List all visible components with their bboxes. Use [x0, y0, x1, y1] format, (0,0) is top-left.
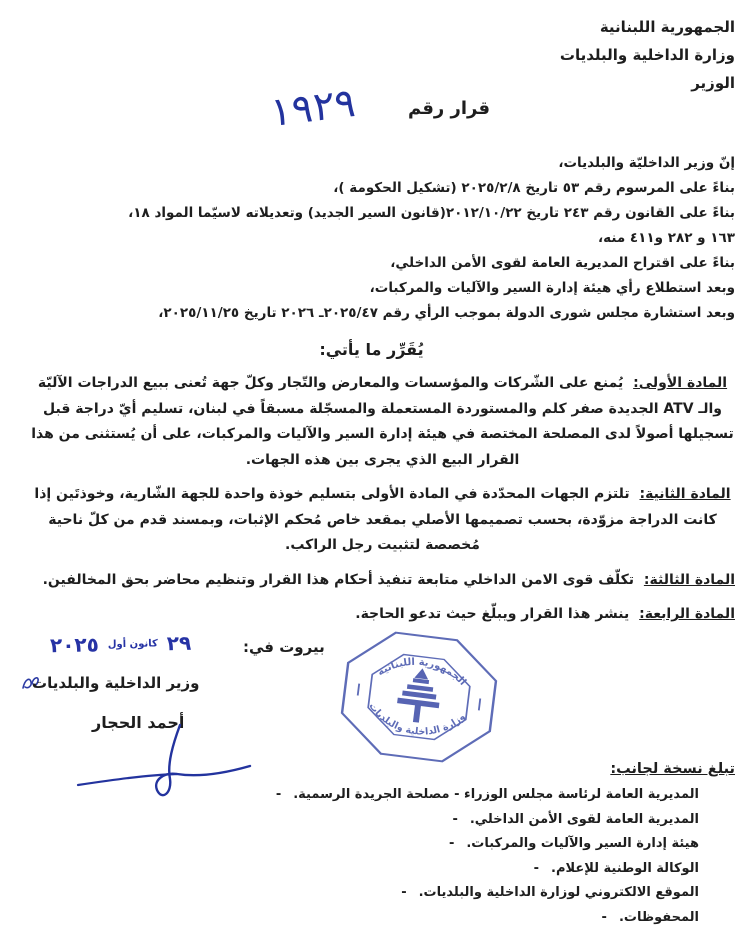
list-item — [30, 808, 699, 833]
list-item — [30, 783, 699, 808]
seal-top-text: الجمهورية اللبنانية — [375, 656, 468, 688]
place-date-label: بيروت في: — [243, 638, 325, 656]
article-4-text: ينشر هذا القرار ويبلّغ حيث تدعو الحاجة. — [355, 606, 630, 622]
preamble — [30, 151, 735, 326]
list-item-text: هيئة إدارة السير والآليات والمركبات. — [466, 836, 699, 851]
article-2-text: تلتزم الجهات المحدّدة في المادة الأولى بتسليم خوذة واحدة للجهة الشّارية، وخوذتَين إذا كانت الدراجة مزوّدة، بحسب تصميمها الأصلي بمقعد خاص مُحكم الإثبات، وبمسند قدم من كلّ ناحية مُخصصة لتثبيت رجل الراكب. — [34, 486, 717, 553]
list-item — [30, 881, 699, 906]
list-item-text: المديرية العامة لرئاسة مجلس الوزراء - مصلحة الجريدة الرسمية. — [293, 787, 699, 802]
preamble-line: ١٦٣ و ٢٨٢ و٤١١ منه، — [598, 230, 735, 246]
decision-intro: يُقَرِّر ما يأتي: — [319, 340, 424, 359]
dash-bullet: - — [452, 811, 458, 827]
date-stamp-day: ٢٩ — [166, 630, 192, 656]
decree-number-handwritten: ١٩٢٩ — [269, 79, 357, 137]
article-3-text: تكلّف قوى الامن الداخلي متابعة تنفيذ أحكام هذا القرار وتنظيم محاضر بحق المخالفين. — [42, 571, 635, 588]
letterhead-ministry: وزارة الداخلية والبلديات — [559, 46, 735, 64]
list-item — [30, 832, 699, 857]
distribution-list — [30, 783, 699, 930]
distribution-title: تبلغ نسخة لجانب: — [610, 761, 735, 777]
minister-name: أحمد الحجار — [92, 713, 185, 732]
preamble-line: بناءً على المرسوم رقم ٥٣ تاريخ ٢٠٢٥/٢/٨ (تشكيل الحكومة )، — [333, 180, 735, 196]
letterhead — [560, 13, 735, 97]
preamble-line: بناءً على القانون رقم ٢٤٣ تاريخ ٢٠١٢/١٠/٢٢(قانون السير الجديد) وتعديلاته لاسيّما المواد ١٨، — [128, 205, 735, 221]
list-item-text: الوكالة الوطنية للإعلام. — [551, 860, 699, 876]
article-3-title: المادة الثالثة: — [643, 571, 735, 588]
decree-number-row — [269, 79, 490, 137]
article-3 — [30, 568, 735, 594]
minister-title: وزير الداخلية والبلديات — [32, 674, 200, 692]
date-stamp — [50, 631, 192, 657]
dash-bullet: - — [601, 909, 607, 925]
article-2-title: المادة الثانية: — [639, 486, 731, 502]
list-item-text: المحفوظات. — [618, 909, 699, 925]
date-stamp-year: ٢٠٢٥ — [49, 632, 100, 658]
article-4-title: المادة الرابعة: — [639, 606, 735, 622]
distribution-section — [30, 761, 735, 930]
seal-bottom-text: وزارة الداخلية والبلديات — [366, 700, 468, 738]
dash-bullet: - — [401, 885, 407, 900]
dash-bullet: - — [533, 860, 540, 876]
article-1-text: يُمنع على الشّركات والمؤسسات والمعارض والتّجار وكلّ جهة تُعنى ببيع الدراجات الآليّة والـ ATV الجديدة صفر كلم والمستوردة المستعملة والمسجّلة مسبقاً في لبنان، تسليم أيّ دراجة قبل تسجيلها أصولاً لدى المصلحة المختصة في هيئة إدارة السير والآليات والمركبات، على أن يُستثنى من هذا القرار البيع الذي يجرى بين هذه الجهات. — [31, 375, 734, 468]
list-item — [30, 906, 699, 931]
article-2 — [30, 482, 735, 559]
list-item — [30, 857, 699, 882]
preamble-line: وبعد استطلاع رأي هيئة إدارة السير والآليات والمركبات، — [369, 280, 735, 296]
date-stamp-month: كانون أول — [107, 637, 158, 650]
cedar-tree-icon — [395, 667, 443, 725]
dash-bullet: - — [448, 836, 455, 851]
letterhead-republic: الجمهورية اللبنانية — [599, 18, 735, 36]
dash-bullet: - — [275, 787, 282, 802]
ministry-seal-icon — [330, 622, 508, 772]
list-item-text: المديرية العامة لقوى الأمن الداخلي. — [469, 811, 699, 827]
preamble-line: بناءً على اقتراح المديرية العامة لقوى الأمن الداخلي، — [390, 255, 735, 271]
preamble-line: إنّ وزير الداخليّة والبلديات، — [558, 155, 735, 171]
article-1 — [30, 371, 735, 473]
article-1-title: المادة الأولى: — [633, 375, 728, 391]
list-item-text: الموقع الالكتروني لوزارة الداخلية والبلديات. — [418, 885, 699, 900]
articles-section — [30, 371, 735, 637]
letterhead-minister: الوزير — [691, 74, 735, 92]
preamble-line: وبعد استشارة مجلس شورى الدولة بموجب الرأي رقم ٢٠٢٥/٤٧ـ ٢٠٢٦ تاريخ ٢٠٢٥/١١/٢٥، — [158, 305, 735, 321]
decree-number-label: قرار رقم — [407, 98, 490, 119]
